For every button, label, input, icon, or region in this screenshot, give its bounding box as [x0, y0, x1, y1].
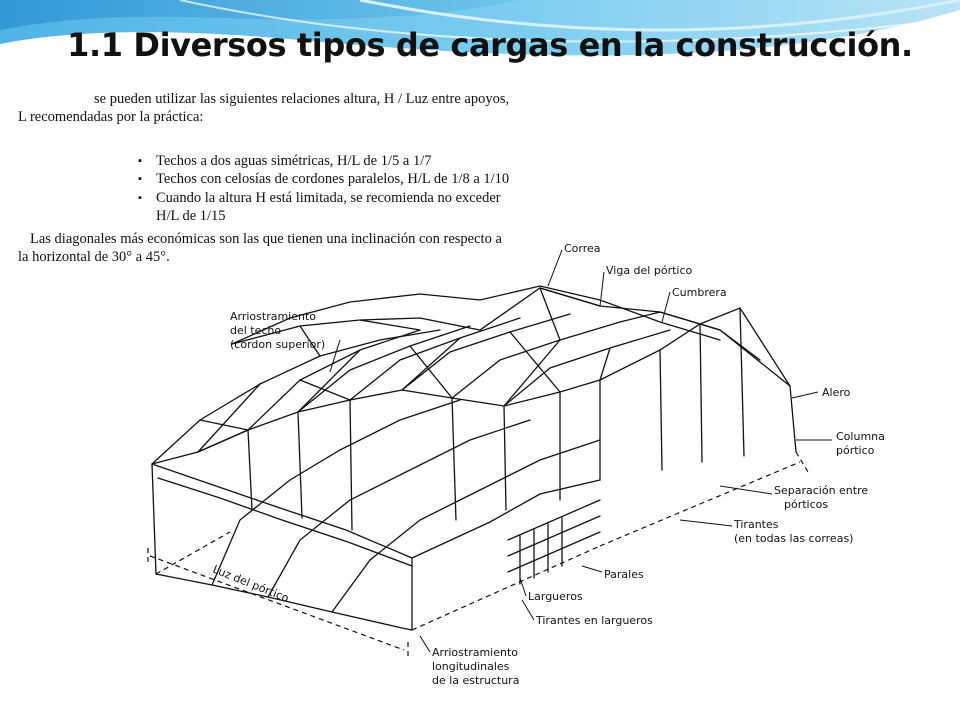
label-columna-portico-2: pórtico	[836, 444, 875, 457]
roof-purlin-5	[452, 322, 620, 398]
label-arriost-long-1: Arriostramiento	[432, 646, 519, 659]
label-arriost-long-3: de la estructura	[432, 674, 520, 687]
intro-paragraph	[18, 90, 512, 127]
steel-structure-drawing	[108, 214, 946, 698]
intro-text: se pueden utilizar las siguientes relaciones altura, H / Luz entre apoyos, L recomendadas por la práctica:	[18, 91, 510, 126]
closing-paragraph	[18, 230, 512, 267]
slide-title: 1.1 Diversos tipos de cargas en la construcción.	[67, 26, 913, 64]
closing-text: Las diagonales más económicas son las que tienen una inclinación con respecto a la horizontal de 30° a 45°.	[18, 231, 502, 266]
label-separacion-2: pórticos	[784, 498, 829, 511]
front-roof-chord	[152, 380, 600, 464]
label-arriost-techo-3: (cordon superior)	[230, 338, 326, 351]
label-tirantes-2: (en todas las correas)	[734, 532, 854, 545]
label-tirantes-largueros: Tirantes en largueros	[536, 614, 653, 627]
steel-structure-diagram	[108, 214, 946, 698]
frame-3	[268, 420, 530, 597]
label-tirantes-1: Tirantes	[734, 518, 779, 531]
far-roof-chord	[232, 288, 790, 386]
label-arriost-techo-2: del techo	[230, 324, 282, 337]
bullet-item: ▪ Techos a dos aguas simétricas, H/L de 1/5 a 1/7	[138, 152, 510, 170]
front-eave-lower	[158, 478, 412, 566]
label-arriost-long-2: longitudinales	[432, 660, 510, 673]
rear-corner-column	[790, 386, 796, 452]
text-excerpt-panel	[18, 90, 514, 282]
label-parales: Parales	[604, 568, 644, 581]
label-largueros: Largueros	[528, 590, 583, 603]
bullet-item: ▪ Techos con celosías de cordones paralelos, H/L de 1/8 a 1/10	[138, 170, 510, 188]
label-viga-portico: Viga del pórtico	[606, 264, 693, 277]
label-correa: Correa	[564, 242, 601, 255]
frame-2	[212, 400, 460, 585]
label-alero: Alero	[822, 386, 851, 399]
label-columna-portico-1: Columna	[836, 430, 885, 443]
recommendation-list	[138, 152, 510, 226]
front-eave-chord	[152, 464, 412, 558]
label-separacion-1: Separación entre	[774, 484, 869, 497]
luz-dimension-line	[150, 556, 404, 650]
label-luz-portico: Luz del pórtico	[210, 562, 291, 606]
roof-purlin-6	[504, 330, 670, 406]
label-cumbrera: Cumbrera	[672, 286, 727, 299]
bullet-item: ▪ Cuando la altura H está limitada, se recomienda no exceder H/L de 1/15	[138, 189, 510, 226]
label-arriost-techo-1: Arriostramiento	[230, 310, 317, 323]
